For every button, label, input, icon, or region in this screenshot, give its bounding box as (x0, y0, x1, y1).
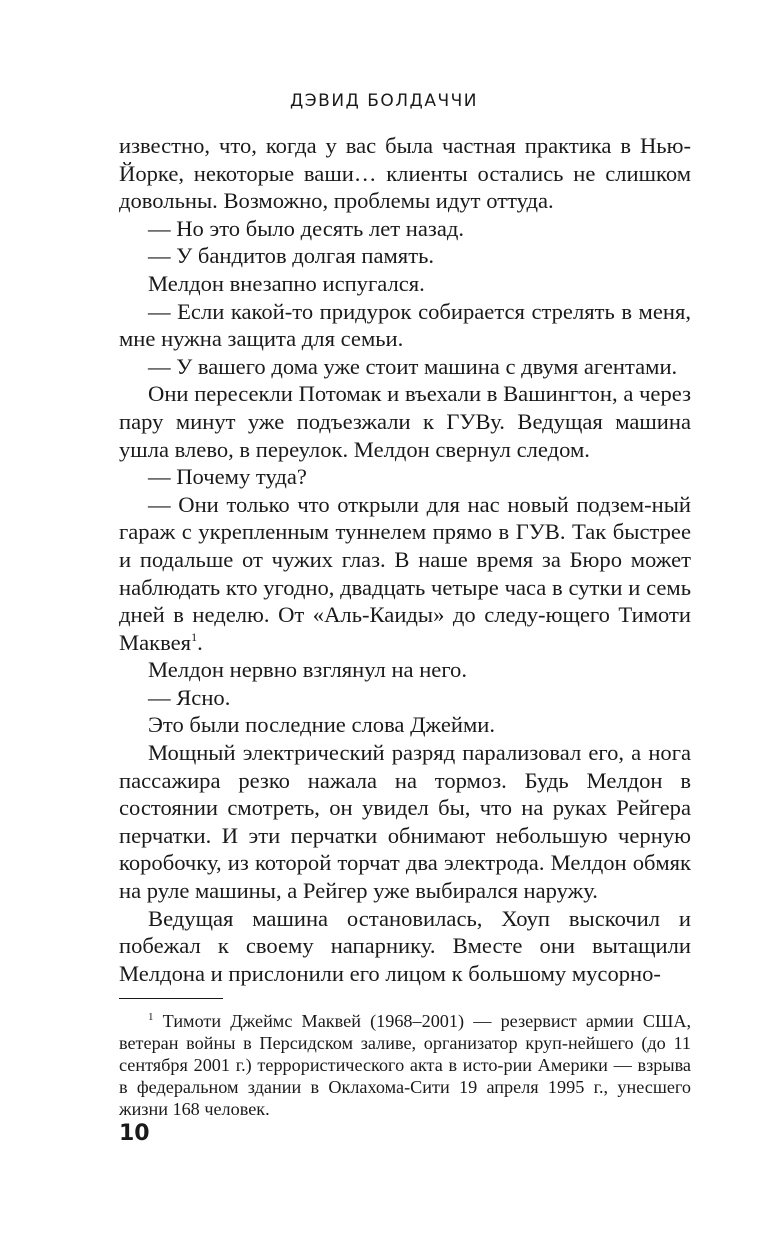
footnote (119, 1010, 691, 1120)
paragraph-text: Они пересекли Потомак и въехали в Вашингтон, а через пару минут уже подъезжали к ГУВу. Ведущая машина ушла влево, в переулок. Мелдон свернул следом. (119, 381, 691, 462)
footnote-paragraph (119, 1010, 691, 1120)
footnote-reference[interactable]: 1 (191, 629, 198, 644)
footnote-text: Тимоти Джеймс Маквей (1968–2001) — резервист армии США, ветеран войны в Персидском заливе, организатор круп-нейшего (до 11 сентября 2001 г.) террористического акта в исто-рии Америки — взрыва в федеральном здании в Оклахома-Сити 19 апреля 1995 г., унесшего жизни 168 человек. (119, 1011, 692, 1119)
paragraph (119, 215, 691, 243)
paragraph-text: — Почему туда? (148, 464, 307, 490)
paragraph (119, 711, 691, 739)
paragraph (119, 298, 691, 353)
paragraph-text: — Ясно. (148, 684, 231, 710)
paragraph-text: Мелдон нервно взглянул на него. (148, 657, 467, 683)
paragraph (119, 242, 691, 270)
paragraph-text: — У бандитов долгая память. (148, 243, 435, 269)
paragraph (119, 905, 691, 988)
body-text (119, 132, 691, 987)
paragraph-text: — Но это было десять лет назад. (148, 215, 464, 241)
paragraph-text: — У вашего дома уже стоит машина с двумя агентами. (148, 353, 678, 379)
paragraph (119, 463, 691, 491)
paragraph (119, 739, 691, 905)
paragraph-text: Мелдон внезапно испугался. (148, 270, 425, 296)
running-head: ДЭВИД БОЛДАЧЧИ (290, 91, 478, 111)
paragraph-text: Ведущая машина остановилась, Хоуп выскочил и побежал к своему напарнику. Вместе они вытащили Мелдона и прислонили его лицом к большому мусорно- (119, 905, 691, 986)
paragraph (119, 132, 691, 215)
paragraph-text: Мощный электрический разряд парализовал его, а нога пассажира резко нажала на тормоз. Будь Мелдон в состоянии смотреть, он увидел бы, что на руках Рейгера перчатки. И эти перчатки обнимают небольшую черную коробочку, из которой торчат два электрода. Мелдон обмяк на руле машины, а Рейгер уже выбирался наружу. (119, 740, 691, 904)
paragraph (119, 380, 691, 463)
paragraph-text: Это были последние слова Джейми. (148, 712, 495, 738)
paragraph (119, 353, 691, 381)
paragraph-text: — Если какой-то придурок собирается стрелять в меня, мне нужна защита для семьи. (119, 298, 691, 352)
paragraph (119, 270, 691, 298)
paragraph-text: — Они только что открыли для нас новый подзем-ный гараж с укрепленным туннелем прямо в ГУВ. Так быстрее и подальше от чужих глаз. В наше время за Бюро может наблюдать кто угодно, двадцать четыре часа в сутки и семь дней в неделю. От «Аль-Каиды» до следу-ющего Тимоти Маквея (119, 491, 691, 655)
paragraph (119, 656, 691, 684)
page-number: 10 (119, 1121, 150, 1146)
paragraph-punctuation: . (197, 629, 203, 655)
paragraph-text: известно, что, когда у вас была частная практика в Нью-Йорке, некоторые ваши… клиенты остались не слишком довольны. Возможно, проблемы идут оттуда. (119, 133, 691, 214)
footnote-mark: 1 (148, 1011, 154, 1023)
paragraph (119, 491, 691, 657)
footnote-divider (119, 998, 223, 999)
paragraph (119, 684, 691, 712)
